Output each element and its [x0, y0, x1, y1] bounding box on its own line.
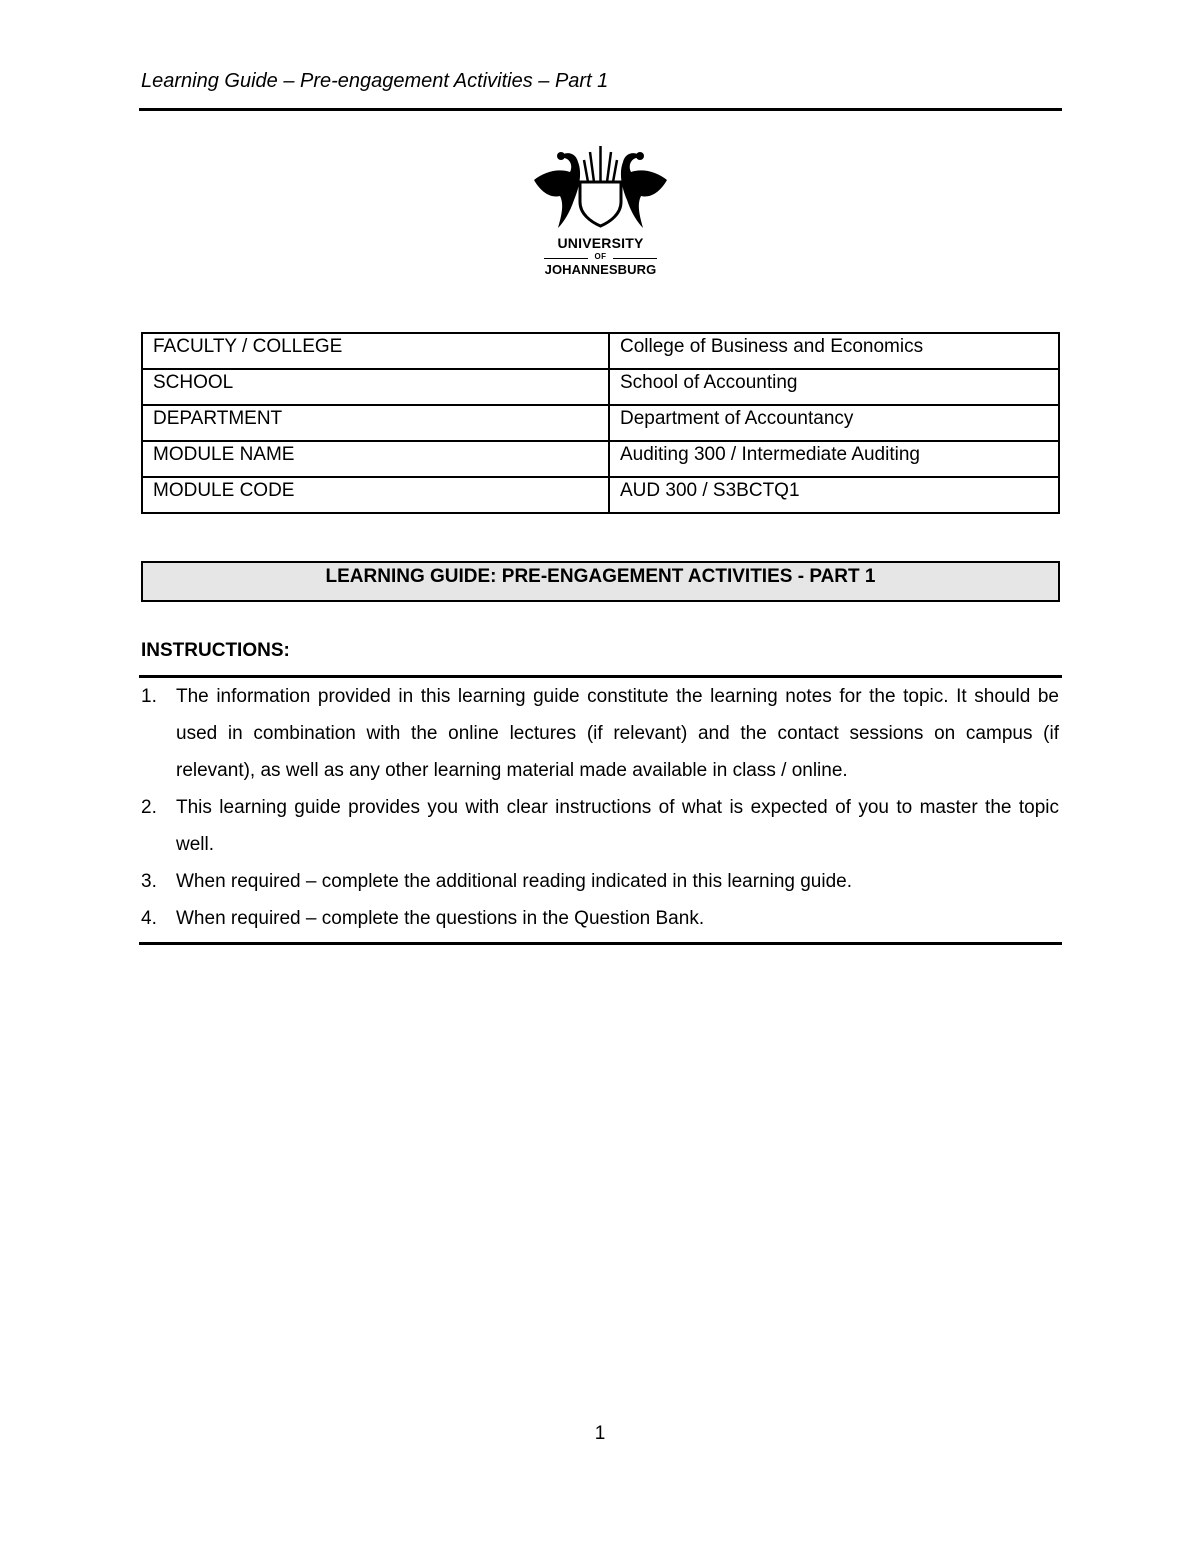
module-info-table: [141, 332, 1060, 514]
list-item: [141, 678, 1059, 789]
university-crest-icon: [528, 142, 673, 234]
info-label: FACULTY / COLLEGE: [142, 333, 609, 369]
document-title: LEARNING GUIDE: PRE-ENGAGEMENT ACTIVITIES - PART 1: [141, 561, 1060, 602]
running-header: Learning Guide – Pre-engagement Activities – Part 1: [141, 70, 609, 92]
info-label: SCHOOL: [142, 369, 609, 405]
info-value: School of Accounting: [609, 369, 1059, 405]
info-label: MODULE CODE: [142, 477, 609, 513]
list-item: [141, 900, 1059, 937]
instructions-heading: INSTRUCTIONS:: [141, 640, 290, 661]
info-value: College of Business and Economics: [609, 333, 1059, 369]
list-item-text: When required – complete the additional reading indicated in this learning guide.: [176, 871, 852, 892]
table-row: [142, 369, 1059, 405]
info-label: DEPARTMENT: [142, 405, 609, 441]
list-item-text: When required – complete the questions in the Question Bank.: [176, 908, 705, 929]
table-row: [142, 441, 1059, 477]
page-number: 1: [594, 1423, 606, 1444]
table-row: [142, 405, 1059, 441]
list-item-number: 3.: [141, 871, 157, 892]
logo-line-university: UNIVERSITY: [557, 235, 644, 251]
info-value: AUD 300 / S3BCTQ1: [609, 477, 1059, 513]
table-row: [142, 477, 1059, 513]
list-item-number: 4.: [141, 908, 157, 929]
list-item: [141, 789, 1059, 863]
list-item-number: 1.: [141, 686, 157, 707]
info-label: MODULE NAME: [142, 441, 609, 477]
logo-line-johannesburg: JOHANNESBURG: [544, 262, 657, 277]
header-rule: [139, 108, 1062, 111]
list-item: [141, 863, 1059, 900]
instructions-bottom-rule: [139, 942, 1062, 945]
list-item-text: This learning guide provides you with clear instructions of what is expected of you to master the topic well.: [176, 797, 1059, 855]
logo-divider-right: [613, 258, 657, 259]
university-logo: [528, 142, 673, 282]
info-value: Department of Accountancy: [609, 405, 1059, 441]
info-value: Auditing 300 / Intermediate Auditing: [609, 441, 1059, 477]
table-row: [142, 333, 1059, 369]
logo-line-of: OF: [594, 252, 607, 261]
list-item-number: 2.: [141, 797, 157, 818]
instructions-list: [141, 678, 1059, 937]
list-item-text: The information provided in this learning guide constitute the learning notes for the topic. It should be used in combination with the online lectures (if relevant) and the contact sessions on campus (if relevant), as well as any other learning material made available in class / online.: [176, 686, 1059, 781]
